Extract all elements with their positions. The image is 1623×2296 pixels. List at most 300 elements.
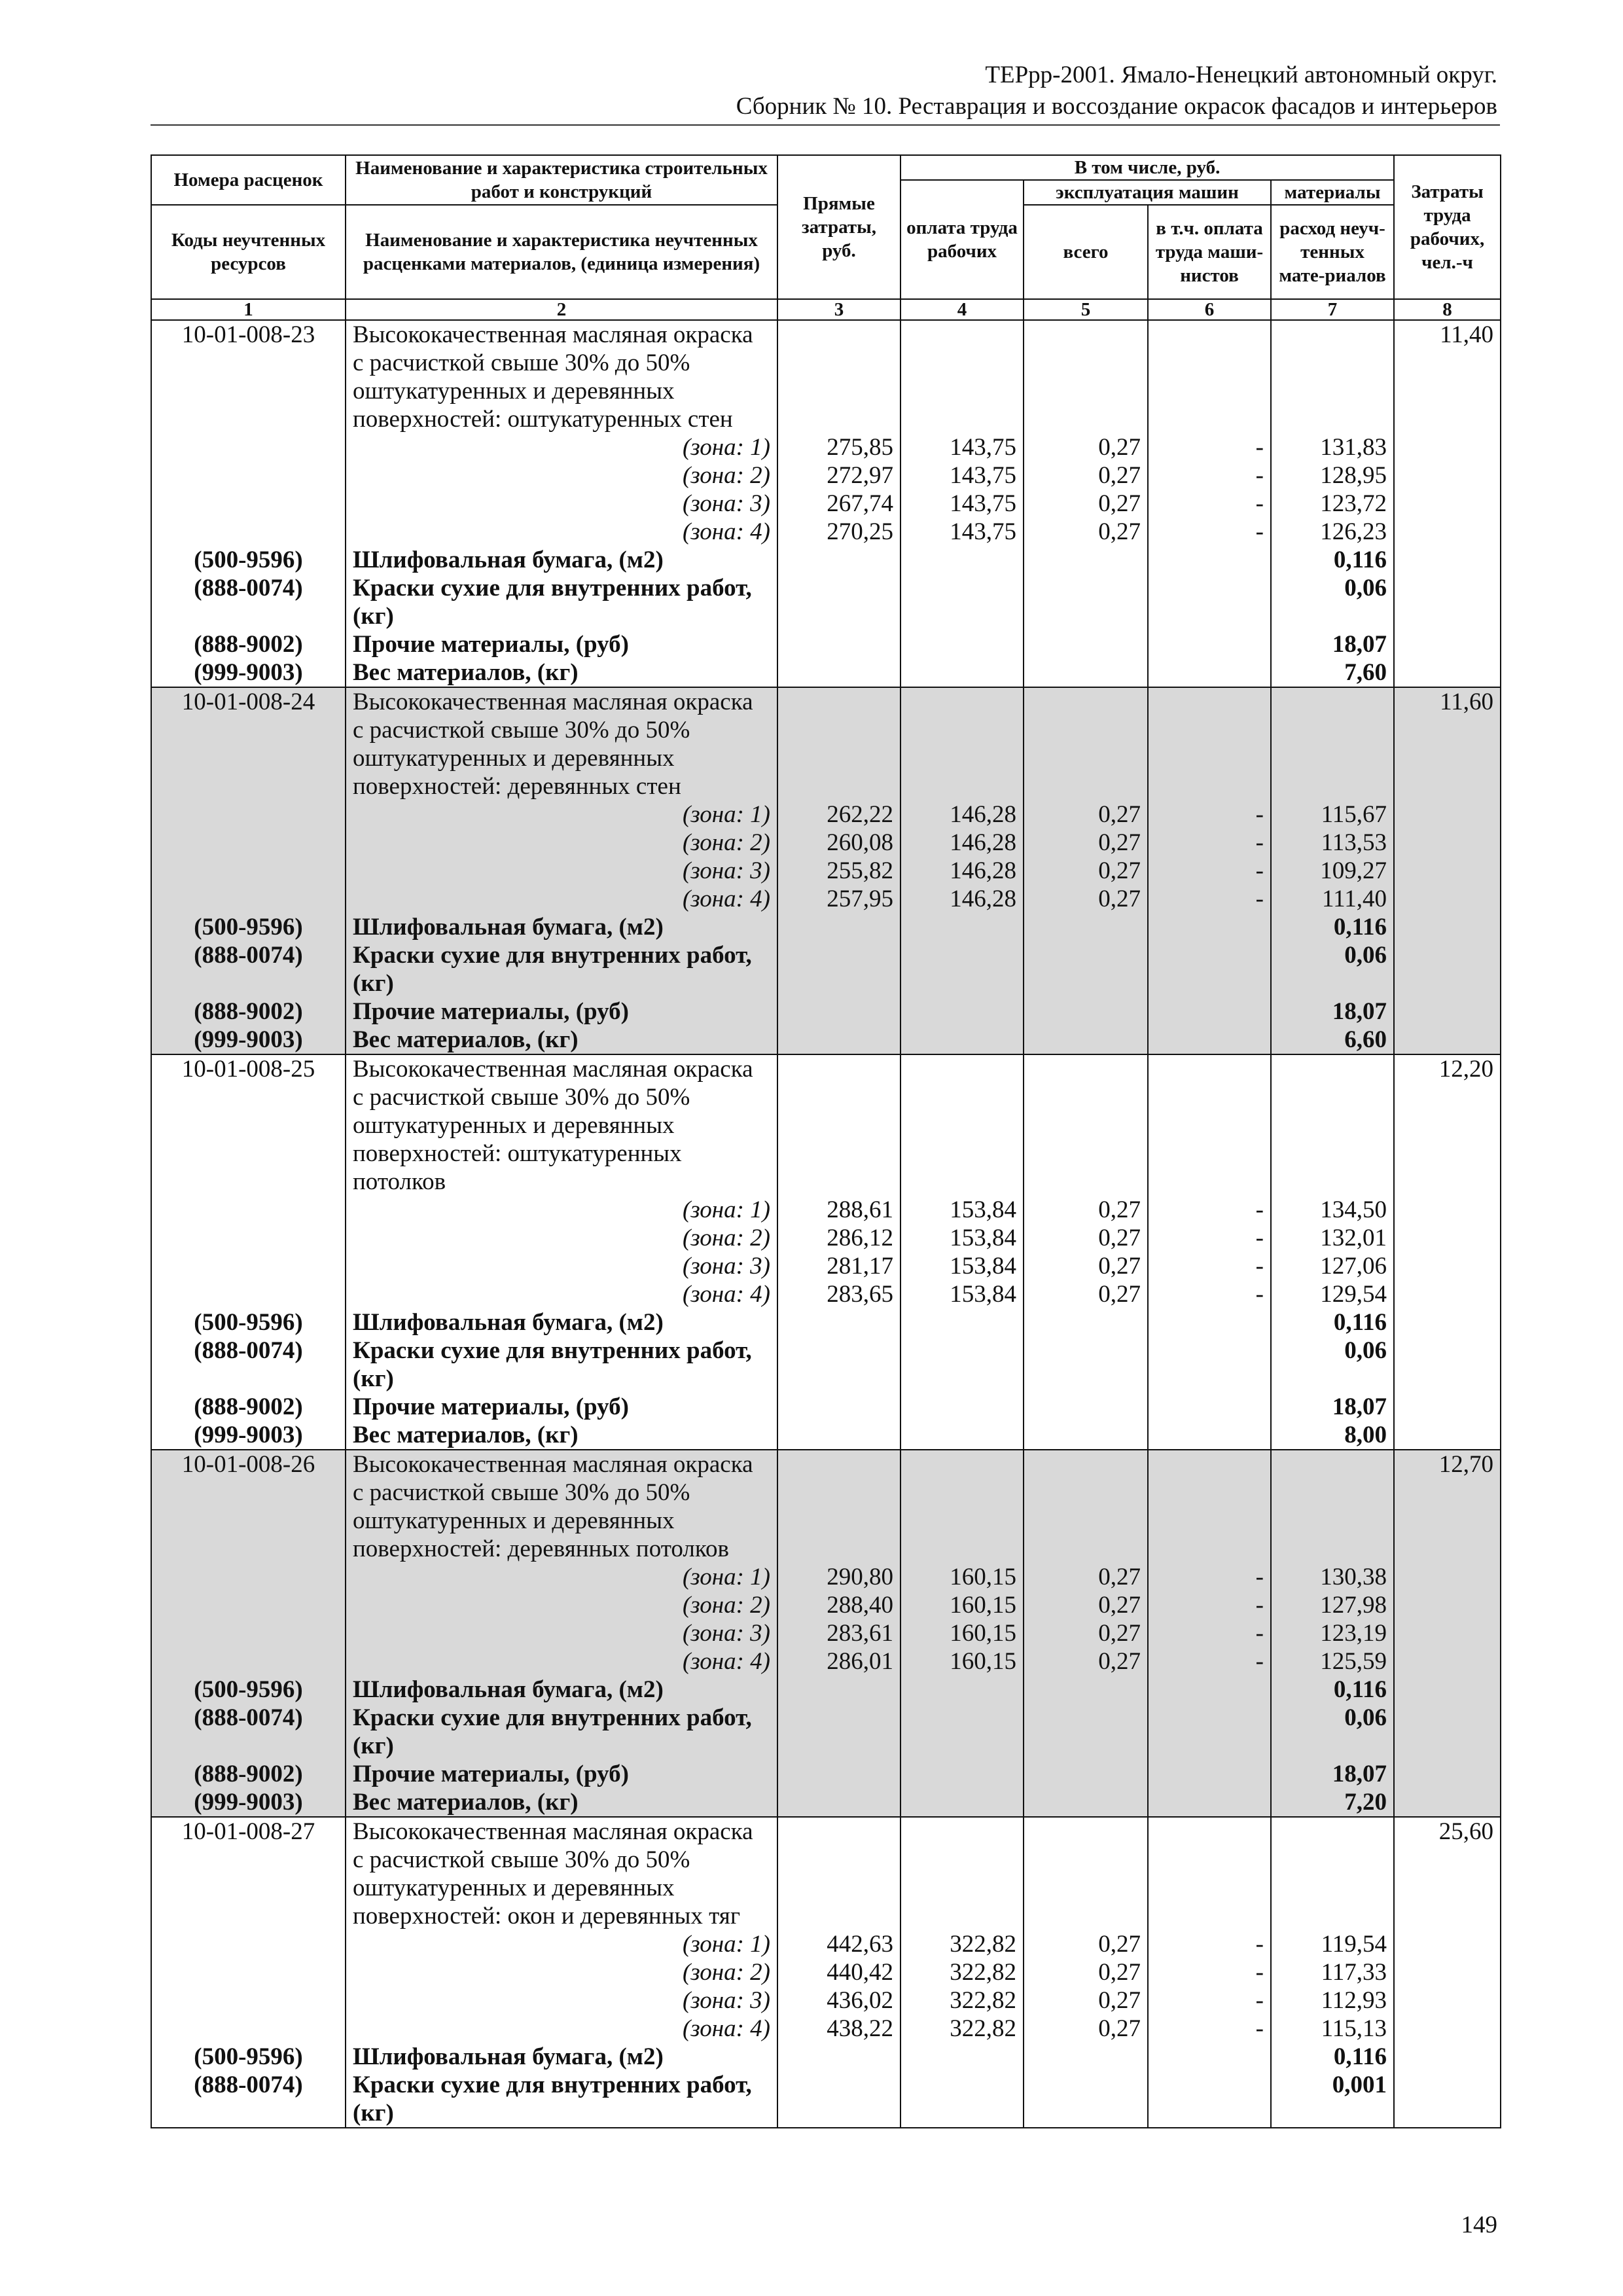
rate-code: 10-01-008-23 [151,320,346,349]
machine-total-value: 0,27 [1024,1958,1148,1986]
empty-cell [151,1930,346,1958]
rate-entry [151,687,1501,1054]
machine-total-value: 0,27 [1024,518,1148,546]
machine-total-value: 0,27 [1024,461,1148,490]
empty-cell [151,744,346,772]
entry-description-row [151,1902,1501,1930]
empty-cell [1024,716,1148,744]
empty-cell [1394,829,1501,857]
resource-quantity: 7,60 [1271,658,1394,687]
empty-cell [1394,546,1501,574]
empty-cell [777,716,901,744]
labor-pay-value: 153,84 [901,1280,1024,1308]
empty-cell [901,969,1024,997]
description-line: Высококачественная масляная окраска [346,1817,777,1846]
zone-label: (зона: 1) [346,1930,777,1958]
empty-cell [151,518,346,546]
empty-cell [151,1252,346,1280]
machine-total-value: 0,27 [1024,1591,1148,1619]
zone-row [151,2015,1501,2043]
rates-table [151,154,1501,2128]
resource-name: Краски сухие для внутренних работ, [346,1336,777,1365]
empty-cell [1148,1054,1271,1083]
direct-costs-value: 288,61 [777,1196,901,1224]
head-name-char: Наименование и характеристика строительных работ и конструкций [346,155,777,205]
col-number: 3 [777,299,901,320]
col-number: 5 [1024,299,1148,320]
resource-quantity: 0,116 [1271,2043,1394,2071]
resource-name: Краски сухие для внутренних работ, [346,574,777,602]
resource-name-continued: (кг) [346,1732,777,1760]
empty-cell [151,377,346,405]
description-line: потолков [346,1168,777,1196]
entry-description-row [151,1535,1501,1563]
empty-cell [1148,2099,1271,2128]
empty-cell [1148,716,1271,744]
empty-cell [1024,1846,1148,1874]
machinist-pay-value: - [1148,2015,1271,2043]
empty-cell [1024,772,1148,800]
empty-cell [901,1308,1024,1336]
zone-row [151,461,1501,490]
resource-code: (888-9002) [151,630,346,658]
resource-code: (999-9003) [151,1421,346,1450]
empty-cell [1271,1168,1394,1196]
empty-cell [1394,716,1501,744]
empty-cell [1148,1874,1271,1902]
description-line: Высококачественная масляная окраска [346,1054,777,1083]
empty-cell [1394,857,1501,885]
empty-cell [1271,1083,1394,1111]
empty-cell [1148,405,1271,433]
empty-cell [901,1760,1024,1788]
resource-quantity: 0,06 [1271,1336,1394,1365]
zone-row [151,800,1501,829]
empty-cell [1394,518,1501,546]
col-number: 1 [151,299,346,320]
empty-cell [1148,574,1271,602]
empty-cell [1394,349,1501,377]
empty-cell [1024,969,1148,997]
empty-cell [1148,997,1271,1026]
entry-description-row [151,1817,1501,1846]
direct-costs-value: 283,65 [777,1280,901,1308]
empty-cell [151,969,346,997]
description-line: оштукатуренных и деревянных [346,744,777,772]
resource-row [151,546,1501,574]
zone-label: (зона: 2) [346,829,777,857]
resource-row-continued [151,1732,1501,1760]
zone-label: (зона: 3) [346,857,777,885]
labor-pay-value: 146,28 [901,857,1024,885]
resource-row-continued [151,969,1501,997]
head-codes-unaccounted: Коды неучтенных ресурсов [151,205,346,299]
description-line: с расчисткой свыше 30% до 50% [346,1479,777,1507]
empty-cell [777,997,901,1026]
resource-code: (500-9596) [151,1308,346,1336]
resource-name: Прочие материалы, (руб) [346,630,777,658]
materials-value: 132,01 [1271,1224,1394,1252]
empty-cell [1394,885,1501,913]
empty-cell [1024,1026,1148,1054]
zone-label: (зона: 4) [346,2015,777,2043]
empty-cell [1394,602,1501,630]
labor-cost: 11,40 [1394,320,1501,349]
empty-cell [1024,1054,1148,1083]
entry-description-row [151,1111,1501,1139]
empty-cell [1394,1591,1501,1619]
empty-cell [901,630,1024,658]
empty-cell [1394,1986,1501,2015]
empty-cell [1148,546,1271,574]
empty-cell [777,1365,901,1393]
description-line: оштукатуренных и деревянных [346,377,777,405]
empty-cell [1271,1450,1394,1479]
resource-code: (999-9003) [151,658,346,687]
empty-cell [777,1874,901,1902]
entry-description-row [151,1054,1501,1083]
resource-row [151,1393,1501,1421]
entry-description-row [151,1450,1501,1479]
empty-cell [1024,2071,1148,2099]
empty-cell [151,1280,346,1308]
empty-cell [901,1450,1024,1479]
machinist-pay-value: - [1148,1280,1271,1308]
empty-cell [1024,1336,1148,1365]
column-number-row [151,299,1501,320]
empty-cell [1148,744,1271,772]
empty-cell [901,772,1024,800]
resource-row [151,997,1501,1026]
empty-cell [1148,969,1271,997]
empty-cell [151,1732,346,1760]
resource-row [151,1760,1501,1788]
rate-entry [151,1450,1501,1817]
materials-value: 112,93 [1271,1986,1394,2015]
entry-description-row [151,320,1501,349]
empty-cell [1024,941,1148,969]
empty-cell [901,941,1024,969]
empty-cell [901,1704,1024,1732]
machinist-pay-value: - [1148,1986,1271,2015]
resource-code: (500-9596) [151,913,346,941]
empty-cell [1271,1732,1394,1760]
materials-value: 127,06 [1271,1252,1394,1280]
empty-cell [1271,2099,1394,2128]
empty-cell [1271,1535,1394,1563]
empty-cell [151,1563,346,1591]
direct-costs-value: 438,22 [777,2015,901,2043]
machine-total-value: 0,27 [1024,2015,1148,2043]
machinist-pay-value: - [1148,518,1271,546]
empty-cell [777,349,901,377]
empty-cell [777,1479,901,1507]
empty-cell [1024,744,1148,772]
empty-cell [777,969,901,997]
empty-cell [1024,1507,1148,1535]
resource-quantity: 0,06 [1271,574,1394,602]
resource-code: (888-9002) [151,1760,346,1788]
empty-cell [1024,1676,1148,1704]
empty-cell [777,744,901,772]
resource-quantity: 18,07 [1271,1393,1394,1421]
materials-value: 113,53 [1271,829,1394,857]
entry-description-row [151,377,1501,405]
zone-label: (зона: 3) [346,490,777,518]
zone-row [151,1224,1501,1252]
empty-cell [901,377,1024,405]
zone-row [151,1196,1501,1224]
entry-description-row [151,1507,1501,1535]
empty-cell [777,1732,901,1760]
empty-cell [777,1507,901,1535]
resource-code: (999-9003) [151,1788,346,1817]
empty-cell [151,716,346,744]
empty-cell [1148,1732,1271,1760]
entry-description-row [151,1846,1501,1874]
empty-cell [777,630,901,658]
head-materials: материалы [1271,180,1394,205]
empty-cell [777,1111,901,1139]
head-including: В том числе, руб. [901,155,1394,180]
empty-cell [1394,997,1501,1026]
materials-value: 111,40 [1271,885,1394,913]
empty-cell [901,1535,1024,1563]
empty-cell [1394,2015,1501,2043]
empty-cell [1394,1732,1501,1760]
empty-cell [901,913,1024,941]
empty-cell [1148,1336,1271,1365]
empty-cell [151,405,346,433]
empty-cell [777,1846,901,1874]
rate-entry [151,320,1501,687]
col-number: 6 [1148,299,1271,320]
direct-costs-value: 267,74 [777,490,901,518]
direct-costs-value: 286,12 [777,1224,901,1252]
machine-total-value: 0,27 [1024,1252,1148,1280]
empty-cell [1394,941,1501,969]
empty-cell [777,1704,901,1732]
machine-total-value: 0,27 [1024,1563,1148,1591]
resource-code: (500-9596) [151,1676,346,1704]
empty-cell [1394,1026,1501,1054]
resource-quantity: 0,116 [1271,1676,1394,1704]
empty-cell [777,1902,901,1930]
empty-cell [901,1846,1024,1874]
zone-label: (зона: 3) [346,1252,777,1280]
labor-pay-value: 143,75 [901,433,1024,461]
empty-cell [777,687,901,716]
zone-row [151,885,1501,913]
resource-quantity: 8,00 [1271,1421,1394,1450]
labor-pay-value: 146,28 [901,800,1024,829]
zone-label: (зона: 3) [346,1986,777,2015]
machine-total-value: 0,27 [1024,1196,1148,1224]
resource-code: (888-0074) [151,1336,346,1365]
empty-cell [151,1647,346,1676]
zone-row [151,1986,1501,2015]
materials-value: 115,67 [1271,800,1394,829]
empty-cell [901,2071,1024,2099]
labor-pay-value: 322,82 [901,1930,1024,1958]
empty-cell [901,1788,1024,1817]
resource-quantity: 0,06 [1271,941,1394,969]
empty-cell [901,1676,1024,1704]
resource-quantity: 0,001 [1271,2071,1394,2099]
empty-cell [1148,2043,1271,2071]
resource-name: Шлифовальная бумага, (м2) [346,1308,777,1336]
empty-cell [1394,1704,1501,1732]
zone-row [151,1647,1501,1676]
resource-row [151,941,1501,969]
empty-cell [1394,1535,1501,1563]
labor-pay-value: 143,75 [901,490,1024,518]
machinist-pay-value: - [1148,1958,1271,1986]
entry-description-row [151,1479,1501,1507]
resource-code: (999-9003) [151,1026,346,1054]
description-line: поверхностей: деревянных потолков [346,1535,777,1563]
empty-cell [1148,2071,1271,2099]
resource-name-continued: (кг) [346,969,777,997]
description-line: оштукатуренных и деревянных [346,1111,777,1139]
resource-quantity: 18,07 [1271,1760,1394,1788]
empty-cell [1024,1168,1148,1196]
materials-value: 123,19 [1271,1619,1394,1647]
empty-cell [1148,1817,1271,1846]
empty-cell [1394,1930,1501,1958]
resource-name: Шлифовальная бумага, (м2) [346,1676,777,1704]
empty-cell [1394,1479,1501,1507]
empty-cell [901,1732,1024,1760]
machinist-pay-value: - [1148,857,1271,885]
resource-name: Шлифовальная бумага, (м2) [346,546,777,574]
empty-cell [1394,1958,1501,1986]
empty-cell [901,546,1024,574]
empty-cell [1024,1421,1148,1450]
empty-cell [777,772,901,800]
resource-name: Шлифовальная бумага, (м2) [346,913,777,941]
empty-cell [1024,377,1148,405]
description-line: Высококачественная масляная окраска [346,687,777,716]
empty-cell [1394,1676,1501,1704]
zone-row [151,829,1501,857]
resource-name: Краски сухие для внутренних работ, [346,941,777,969]
empty-cell [777,913,901,941]
empty-cell [151,1196,346,1224]
zone-label: (зона: 2) [346,1591,777,1619]
resource-row-continued [151,602,1501,630]
labor-pay-value: 160,15 [901,1563,1024,1591]
resource-quantity: 7,20 [1271,1788,1394,1817]
empty-cell [151,490,346,518]
empty-cell [1148,1308,1271,1336]
empty-cell [1271,377,1394,405]
empty-cell [1148,320,1271,349]
empty-cell [777,405,901,433]
empty-cell [901,1479,1024,1507]
direct-costs-value: 272,97 [777,461,901,490]
direct-costs-value: 283,61 [777,1619,901,1647]
empty-cell [151,1902,346,1930]
description-line: Высококачественная масляная окраска [346,1450,777,1479]
empty-cell [901,1421,1024,1450]
machinist-pay-value: - [1148,829,1271,857]
empty-cell [777,1026,901,1054]
labor-cost: 12,70 [1394,1450,1501,1479]
page-number: 149 [1461,2212,1497,2238]
empty-cell [1394,744,1501,772]
empty-cell [1394,1280,1501,1308]
empty-cell [1271,1846,1394,1874]
resource-quantity: 18,07 [1271,630,1394,658]
direct-costs-value: 260,08 [777,829,901,857]
machine-total-value: 0,27 [1024,1647,1148,1676]
empty-cell [901,1817,1024,1846]
machinist-pay-value: - [1148,1591,1271,1619]
empty-cell [1394,1902,1501,1930]
zone-row [151,433,1501,461]
head-labor-costs: Затраты труда рабочих, чел.-ч [1394,155,1501,299]
empty-cell [151,461,346,490]
machine-total-value: 0,27 [1024,829,1148,857]
empty-cell [1148,1846,1271,1874]
empty-cell [1024,913,1148,941]
empty-cell [1271,1507,1394,1535]
empty-cell [151,1365,346,1393]
empty-cell [1148,1083,1271,1111]
description-line: с расчисткой свыше 30% до 50% [346,1846,777,1874]
zone-label: (зона: 1) [346,433,777,461]
zone-row [151,1252,1501,1280]
rate-code: 10-01-008-26 [151,1450,346,1479]
labor-pay-value: 153,84 [901,1196,1024,1224]
empty-cell [1148,1507,1271,1535]
empty-cell [1024,546,1148,574]
machine-total-value: 0,27 [1024,885,1148,913]
empty-cell [1148,1535,1271,1563]
empty-cell [151,602,346,630]
labor-pay-value: 153,84 [901,1252,1024,1280]
machinist-pay-value: - [1148,1224,1271,1252]
head-machinist-pay: в т.ч. оплата труда маши-нистов [1148,205,1271,299]
zone-label: (зона: 2) [346,1224,777,1252]
zone-row [151,1930,1501,1958]
resource-name: Прочие материалы, (руб) [346,1393,777,1421]
resource-row [151,2043,1501,2071]
rate-entry [151,1817,1501,2128]
rate-code: 10-01-008-24 [151,687,346,716]
zone-row [151,1563,1501,1591]
empty-cell [1394,1788,1501,1817]
machinist-pay-value: - [1148,885,1271,913]
empty-cell [1271,1365,1394,1393]
empty-cell [1271,1874,1394,1902]
empty-cell [901,1336,1024,1365]
header-rule [151,124,1500,126]
labor-pay-value: 322,82 [901,1958,1024,1986]
zone-label: (зона: 4) [346,885,777,913]
direct-costs-value: 270,25 [777,518,901,546]
resource-row [151,658,1501,687]
empty-cell [1271,1817,1394,1846]
empty-cell [777,377,901,405]
empty-cell [1148,377,1271,405]
machinist-pay-value: - [1148,1252,1271,1280]
empty-cell [1024,1874,1148,1902]
description-line: Высококачественная масляная окраска [346,320,777,349]
empty-cell [1394,1083,1501,1111]
empty-cell [1394,2043,1501,2071]
